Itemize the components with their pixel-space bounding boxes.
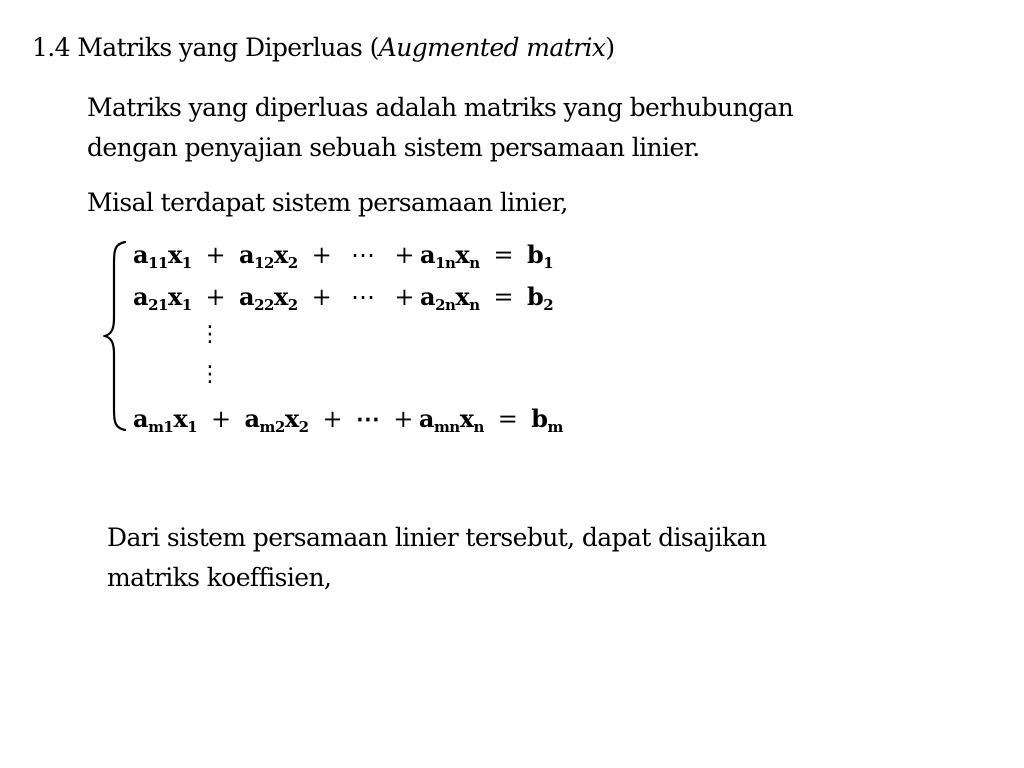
vertical-dots-2: ⋮	[199, 362, 221, 387]
left-brace-icon	[103, 238, 129, 434]
equation-row-m: $a_{m1}x_1 + a_{m2}x_2$ + ⋯ + $a_{mn}x_n = b_m$	[133, 404, 563, 436]
coefficient-line-1: Dari sistem persamaan linier tersebut, dapat disajikan	[107, 523, 767, 552]
definition-paragraph	[87, 88, 793, 168]
definition-line-2: dengan penyajian sebuah sistem persamaan linier.	[87, 133, 700, 162]
equation-row-2: $a_{21}x_1 + a_{22}x_2$ + ⋯ + $a_{2n}x_n = b_2$	[133, 282, 554, 314]
definition-line-1: Matriks yang diperluas adalah matriks yang berhubungan	[87, 93, 794, 122]
linear-equation-system	[103, 238, 663, 438]
vertical-dots-1: ⋮	[199, 322, 221, 347]
title-suffix: )	[605, 33, 615, 62]
title-prefix: 1.4 Matriks yang Diperluas (	[32, 33, 379, 62]
coefficient-line-2: matriks koeffisien,	[107, 563, 332, 592]
title-italic: Augmented matrix	[378, 33, 606, 62]
equation-row-1: $a_{11}x_1 + a_{12}x_2$ + ⋯ + $a_{1n}x_n = b_1$	[133, 240, 554, 272]
coefficient-matrix-intro	[107, 518, 766, 598]
slide-title	[32, 30, 615, 66]
example-intro: Misal terdapat sistem persamaan linier,	[87, 188, 568, 217]
